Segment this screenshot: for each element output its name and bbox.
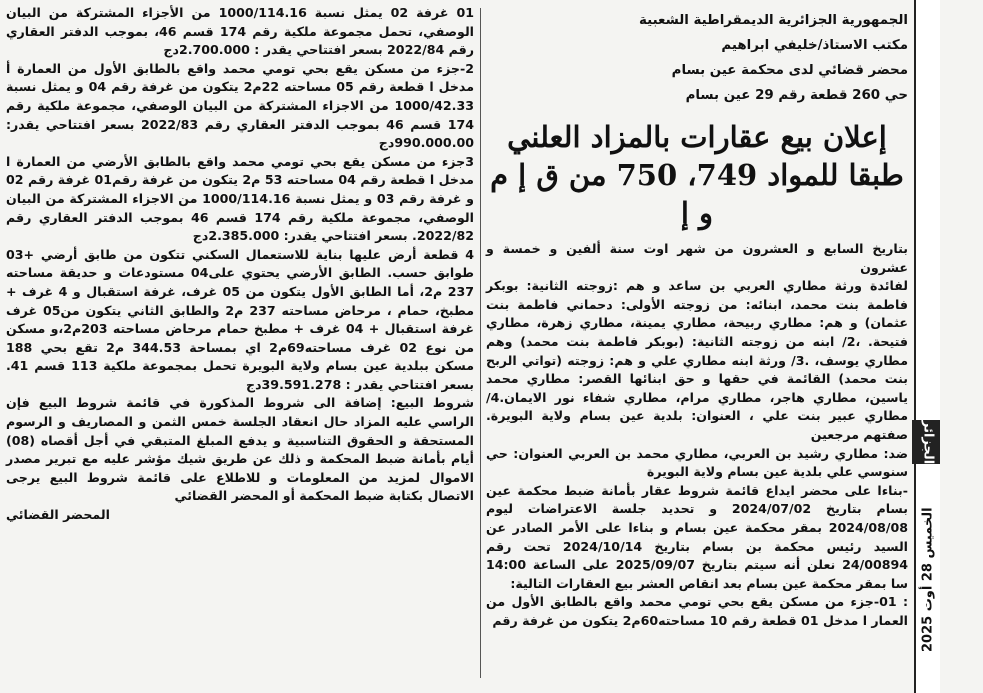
- paragraph-claimants: لفائدة ورثة مطاري العربي بن ساعد و هم :زوجته الثانية: بوبكر فاطمة بنت محمد، ابنائه: من زوجته الأولى: دحماني فاطمة بنت عثمان) و هم: مطاري ربيحة، مطاري يمينة، مطاري زهرة، مطاري فتيحة. ،2/ ابنه من زوجته الثانية: (بوبكر فاطمة بنت محمد) وهم مطاري يوسف، .3/ ورثة ابنه مطاري علي و هم: زوجته (تواتي الربح بنت محمد) القائمة في حقها و حق ابنائها القصر: مطاري محمد ياسين، مطاري هاجر، مطاري مرام، مطاري شفاء نور الايمان.4/ مطاري عبير بنت علي ، العنوان: بلدية عين بسام ولاية البويرة. صفتهم مرجعين: [486, 278, 909, 442]
- signature-row: [6, 506, 474, 542]
- announcement-headline: [486, 118, 908, 232]
- paragraph-date: بتاريخ السابع و العشرون من شهر اوت سنة ألفين و خمسة و عشرون: [486, 241, 908, 275]
- paragraph-property-1: : 01-جزء من مسكن يقع بحي تومي محمد واقع بالطابق الأول من العمار ا مدخل 01 قطعة رقم 10 مساحته60م2 يتكون من غرفة رقم: [486, 594, 909, 628]
- issue-date: الخميس 28 أوت 2025: [920, 507, 936, 653]
- headline-line-1: إعلان بيع عقارات بالمزاد العلني: [507, 120, 887, 154]
- page-margin: [940, 0, 983, 693]
- headline-line-2: طبقا للمواد 749، 750 من ق إ م و إ: [490, 158, 904, 230]
- header-line-address: حي 260 قطعة رقم 29 عين بسام: [685, 88, 908, 103]
- paragraph-defendants: ضد: مطاري رشيد بن العربي، مطاري محمد بن العربي العنوان: حي سنوسي علي بلدية عين بسام ولاية البويرة: [486, 445, 908, 480]
- signature-bailiff: المحضر القضائي: [6, 507, 110, 523]
- paragraph-sale-conditions: شروط البيع: إضافة الى شروط المذكورة في قائمة شروط البيع فإن الراسي عليه المزاد حال انعقاد الجلسة خمس الثمن و المصاريف و الرسوم المستحقة و الحقوق التناسبية و يدفع المبلغ المتبقي في أجل أقصاه (08) أيام بأمانة ضبط المحكمة و ذلك عن طريق شيك مؤشر عليه مع تبرير مصدر الاموال لمزيد من المعلومات و للاطلاع على قائمة شروط البيع يرجى الاتصال بكتابة ضبط المحكمة أو المحضر القضائي: [6, 395, 474, 504]
- newspaper-name: الجزائر: [912, 420, 944, 464]
- left-column: [6, 4, 474, 542]
- paragraph-property-2: 2-جزء من مسكن يقع بحي تومي محمد واقع بالطابق الأول من العمارة أ مدخل ا قطعة رقم 05 مساحته 22م2 يتكون من غرفة رقم 04 و يمثل نسبة 1000/42.33 من الاجزاء المشتركة من البيان الوصفي، مجموعة ملكية رقم 174 قسم 46 بموجب الدفتر العقاري رقم 2022/83 بسعر افتتاحي يقدر: 990.000.00دج: [6, 60, 474, 151]
- side-strip: [914, 0, 942, 693]
- paragraph-procedure: -بناءا على محضر ايداع قائمة شروط عقار بأمانة ضبط محكمة عين بسام بتاريخ 2024/07/02 و تحديد جلسة الاعتراضات ليوم 2024/08/08 بمقر محكمة عين بسام و بناءا على الأمر الصادر عن السيد رئيس محكمة بن بسام بتاريخ 2024/10/14 تحت رقم 24/00894 نعلن أنه سيتم بتاريخ 2025/09/07 على الساعة 14:00 سا بمقر محكمة عين بسام بعد انقاص العشر بيع العقارات التالية:: [486, 482, 909, 591]
- right-column: [486, 4, 908, 630]
- header-line-bailiff: محضر قضائي لدى محكمة عين بسام: [671, 63, 908, 78]
- header-line-republic: الجمهورية الجزائرية الديمقراطية الشعبية: [639, 13, 908, 28]
- paragraph-property-3: 3جزء من مسكن يقع بحي تومي محمد واقع بالطابق الأرضي من العمارة ا مدخل ا قطعة رقم 04 مساحته 53 م2 يتكون من غرفة رقم01 غرفة رقم 02 و غرفة رقم 03 و يمثل نسبة 1000/114.16 من الاجزاء المشتركة من البيان الوصفي، مجموعة ملكية رقم 174 قسم 46 بموجب الدفتر العقاري رقم 2022/82. بسعر افتتاحي يقدر: 2.385.000دج: [6, 153, 474, 244]
- paragraph-property-4: 4 قطعة أرض عليها بناية للاستعمال السكني تتكون من طابق أرضي +03 طوابق حسب. الطابق الأرضي يحتوي على04 مستودعات و حديقة مساحته 237 م2، أما الطابق الأول يتكون من 05 غرف، غرفة استقبال و 4 غرف + مطبخ، حمام ، مرحاض مساحته 237 م2 والطابق الثاني يتكون من05 غرف غرفة استقبال + 04 غرف + مطبخ حمام مرحاض مساحته 203م2،و مسكن من نوع 02 غرف مساحته69م2 اي بمساحة 344.53 م2 تقع بحي 188 مسكن ببلدية عين بسام ولاية البويرة تحمل بمجموعة ملكية 113 قسم 41. بسعر افتتاحي يقدر : 39.591.278دج: [6, 246, 475, 392]
- paragraph-property-1-cont: 01 غرفة 02 يمثل نسبة 1000/114.16 من الأجزاء المشتركة من البيان الوصفي، تحمل مجموعة ملكية رقم 174 قسم 46، بموجب الدفتر العقاري رقم 2022/84 بسعر افتتاحي يقدر : 2.700.000دج: [6, 5, 475, 58]
- header-line-office: مكتب الاستاذ/خليفي ابراهيم: [721, 38, 908, 53]
- column-divider: [480, 8, 481, 678]
